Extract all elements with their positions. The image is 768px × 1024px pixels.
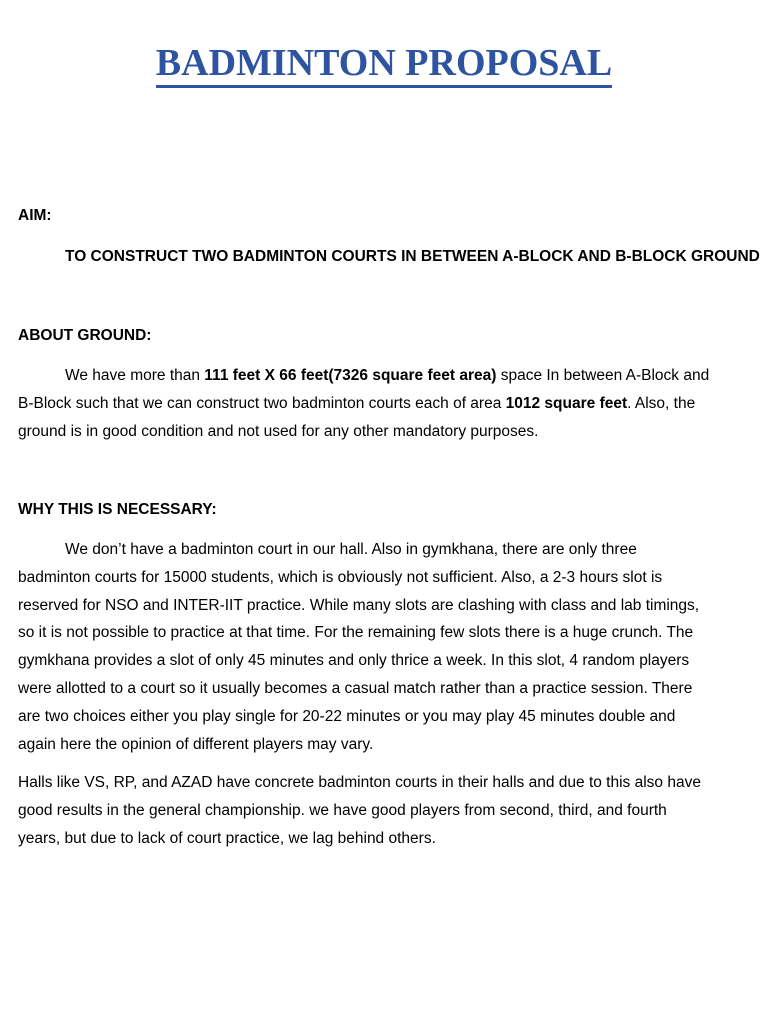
para1-line: were allotted to a court so it usually becomes a casual match rather than a practice session. There (18, 679, 693, 697)
about-ground-line-1-pre: We have more than (65, 367, 205, 384)
para2-line: years, but due to lack of court practice, we lag behind others. (18, 829, 436, 847)
why-necessary-heading: WHY THIS IS NECESSARY: (18, 501, 217, 518)
para1-line: reserved for NSO and INTER-IIT practice. While many slots are clashing with class and lab timings, (18, 596, 700, 614)
page-title (0, 38, 768, 88)
para1-line: badminton courts for 15000 students, which is obviously not sufficient. Also, a 2-3 hours slot is (18, 568, 663, 586)
para1-line: gymkhana provides a slot of only 45 minutes and only thrice a week. In this slot, 4 random players (18, 652, 690, 670)
about-ground-heading: ABOUT GROUND: (18, 327, 152, 344)
about-ground-line-2-post: . Also, the (627, 394, 696, 412)
court-area: 1012 square feet (505, 394, 628, 412)
about-ground-line-2-pre: B-Block such that we can construct two badminton courts each of area (18, 394, 506, 412)
para1-line: again here the opinion of different players may vary. (18, 735, 374, 753)
ground-dimensions: 111 feet X 66 feet(7326 square feet area) (204, 367, 497, 384)
about-ground-line-2 (18, 390, 748, 418)
para2-line: good results in the general championship. we have good players from second, third, and fourth (18, 801, 667, 819)
aim-text: TO CONSTRUCT TWO BADMINTON COURTS IN BETWEEN A-BLOCK AND B-BLOCK GROUND (65, 248, 760, 265)
para1-line: We don’t have a badminton court in our hall. Also in gymkhana, there are only three (65, 541, 637, 558)
para2-line: Halls like VS, RP, and AZAD have concrete badminton courts in their halls and due to this also have (18, 774, 701, 791)
about-ground-line-1 (18, 362, 748, 390)
about-ground-paragraph (18, 362, 748, 445)
aim-heading: AIM: (18, 207, 52, 224)
about-ground-line-1-post: space In between A-Block and (496, 367, 710, 384)
page-title-text: BADMINTON PROPOSAL (156, 41, 612, 88)
why-necessary-paragraph-2 (18, 769, 748, 852)
why-necessary-paragraph-1 (18, 536, 748, 758)
para1-line: are two choices either you play single for 20-22 minutes or you may play 45 minutes double and (18, 707, 676, 725)
about-ground-line-3: ground is in good condition and not used for any other mandatory purposes. (18, 422, 539, 440)
para1-line: so it is not possible to practice at that time. For the remaining few slots there is a huge crunch. The (18, 624, 694, 642)
